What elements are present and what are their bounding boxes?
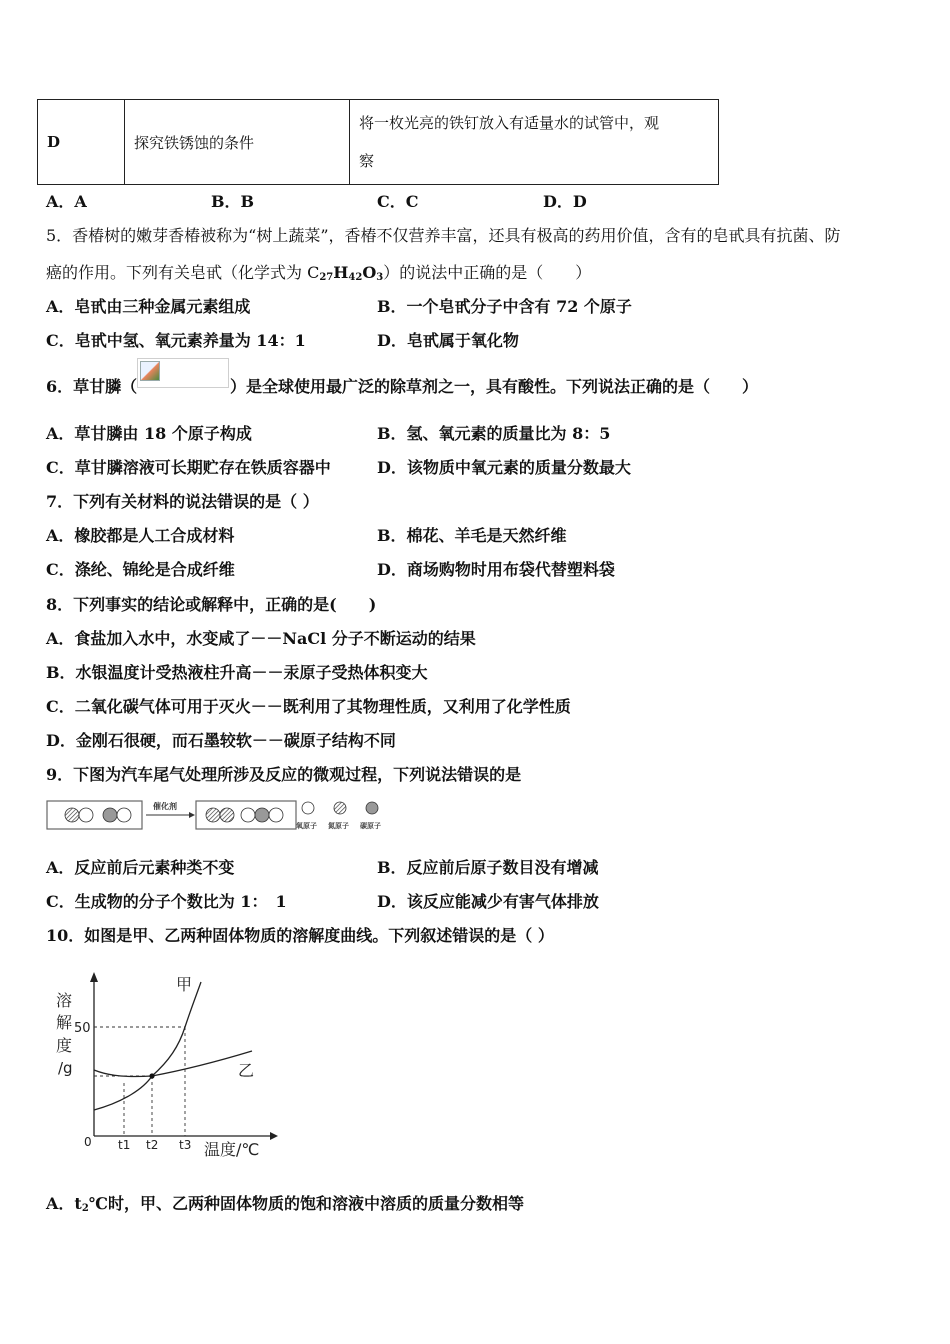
subscript: 2 [81, 1203, 89, 1214]
oxygen-atom [79, 808, 93, 822]
option-a: A．橡胶都是人工合成材料 [46, 526, 235, 545]
option-a: A．草甘膦由 18 个原子构成 [46, 424, 252, 443]
formula-h: H [333, 263, 349, 282]
option-text: ℃时，甲、乙两种固体物质的饱和溶液中溶质的质量分数相等 [88, 1194, 524, 1213]
intersection-point [149, 1073, 154, 1078]
nitrogen-atom [206, 808, 220, 822]
series-yi-curve [94, 1051, 252, 1077]
table-cell-method [350, 100, 719, 185]
x-axis-arrow-icon [270, 1132, 278, 1140]
carbon-atom [255, 808, 269, 822]
option-a: A．皂甙由三种金属元素组成 [46, 297, 251, 316]
option-c: C．皂甙中氢、氧元素养量为 14：1 [46, 331, 306, 350]
catalyst-label: 催化剂 [153, 802, 177, 811]
option-a: A．A [46, 192, 87, 211]
subscript: 3 [376, 272, 384, 283]
legend-nitrogen-atom [334, 802, 346, 814]
option-d: D．D [543, 192, 587, 211]
option-d: D．该反应能减少有害气体排放 [377, 892, 599, 911]
question-6-stem-start: 6．草甘膦（ [46, 377, 138, 396]
solubility-chart [44, 966, 294, 1166]
oxygen-atom [241, 808, 255, 822]
question-5-stem-line2 [46, 260, 591, 283]
option-d: D．皂甙属于氧化物 [377, 331, 519, 350]
option-c: C．C [377, 192, 419, 211]
option-c: C．生成物的分子个数比为 1： 1 [46, 892, 287, 911]
x-tick-t1: t1 [118, 1138, 131, 1152]
method-line-2: 察 [359, 152, 375, 170]
question-7-stem: 7．下列有关材料的说法错误的是（ ） [46, 492, 319, 511]
option-a: A．反应前后元素种类不变 [46, 858, 235, 877]
question-6-stem-end: ）是全球使用最广泛的除草剂之一，具有酸性。下列说法正确的是（ ） [230, 377, 759, 396]
stem-text: 癌的作用。下列有关皂甙（化学式为 C [46, 263, 320, 282]
y-label-4: /g [58, 1059, 73, 1077]
question-5-stem-line1: 5．香椿树的嫩芽香椿被称为“树上蔬菜”，香椿不仅营养丰富，还具有极高的药用价值，含有的皂甙具有抗菌、防 [46, 226, 841, 245]
option-b: B．反应前后原子数目没有增减 [377, 858, 599, 877]
table-cell-label: D [38, 100, 125, 185]
series-jia-label: 甲 [176, 975, 193, 994]
option-c: C．二氧化碳气体可用于灭火－－既利用了其物理性质，又利用了化学性质 [46, 697, 571, 716]
legend-carbon-label: 碳原子 [360, 822, 381, 830]
option-c: C．涤纶、锦纶是合成纤维 [46, 560, 235, 579]
legend-nitrogen-label: 氮原子 [328, 822, 349, 830]
subscript: 27 [319, 272, 334, 283]
legend-carbon-atom [366, 802, 378, 814]
legend-oxygen-label: 氧原子 [296, 822, 317, 830]
y-label-3: 度 [56, 1036, 73, 1055]
y-label-1: 溶 [56, 991, 73, 1010]
y-label-2: 解 [56, 1013, 73, 1032]
table-row [38, 100, 719, 185]
option-d: D．商场购物时用布袋代替塑料袋 [377, 560, 615, 579]
oxygen-atom [269, 808, 283, 822]
option-d: D．金刚石很硬，而石墨较软－－碳原子结构不同 [46, 731, 396, 750]
option-d: D．该物质中氧元素的质量分数最大 [377, 458, 631, 477]
experiment-table [37, 99, 719, 185]
x-tick-t3: t3 [179, 1138, 192, 1152]
option-b: B．水银温度计受热液柱升高－－汞原子受热体积变大 [46, 663, 428, 682]
formula-o: O [362, 263, 377, 282]
nitrogen-atom [220, 808, 234, 822]
x-axis-label: 温度/℃ [204, 1140, 260, 1159]
y-tick-50: 50 [74, 1021, 91, 1036]
origin-label: 0 [84, 1135, 92, 1149]
carbon-atom [103, 808, 117, 822]
subscript: 42 [348, 272, 363, 283]
broken-image-icon [140, 361, 160, 381]
option-text: A．t [46, 1194, 82, 1213]
option-c: C．草甘膦溶液可长期贮存在铁质容器中 [46, 458, 331, 477]
nitrogen-atom [65, 808, 79, 822]
y-axis-arrow-icon [90, 972, 98, 982]
arrowhead-icon [189, 812, 195, 818]
table-cell-purpose: 探究铁锈蚀的条件 [125, 100, 350, 185]
question-9-stem: 9．下图为汽车尾气处理所涉及反应的微观过程，下列说法错误的是 [46, 765, 522, 784]
method-line-1: 将一枚光亮的铁钉放入有适量水的试管中，观 [359, 114, 660, 132]
question-10-option-a [46, 1191, 524, 1214]
option-b: B．B [211, 192, 255, 211]
option-b: B．一个皂甙分子中含有 72 个原子 [377, 297, 632, 316]
series-yi-label: 乙 [238, 1061, 255, 1080]
question-8-stem: 8．下列事实的结论或解释中，正确的是( ) [46, 595, 377, 614]
oxygen-atom [117, 808, 131, 822]
option-a: A．食盐加入水中，水变咸了－－NaCl 分子不断运动的结果 [46, 629, 476, 648]
stem-text: ）的说法中正确的是（ ） [383, 263, 592, 282]
option-b: B．棉花、羊毛是天然纤维 [377, 526, 567, 545]
x-tick-t2: t2 [146, 1138, 159, 1152]
glyphosate-structure-image [137, 358, 229, 388]
legend-oxygen-atom [302, 802, 314, 814]
question-10-stem: 10．如图是甲、乙两种固体物质的溶解度曲线。下列叙述错误的是（ ） [46, 926, 554, 945]
option-b: B．氢、氧元素的质量比为 8：5 [377, 424, 611, 443]
reaction-diagram [46, 796, 398, 836]
